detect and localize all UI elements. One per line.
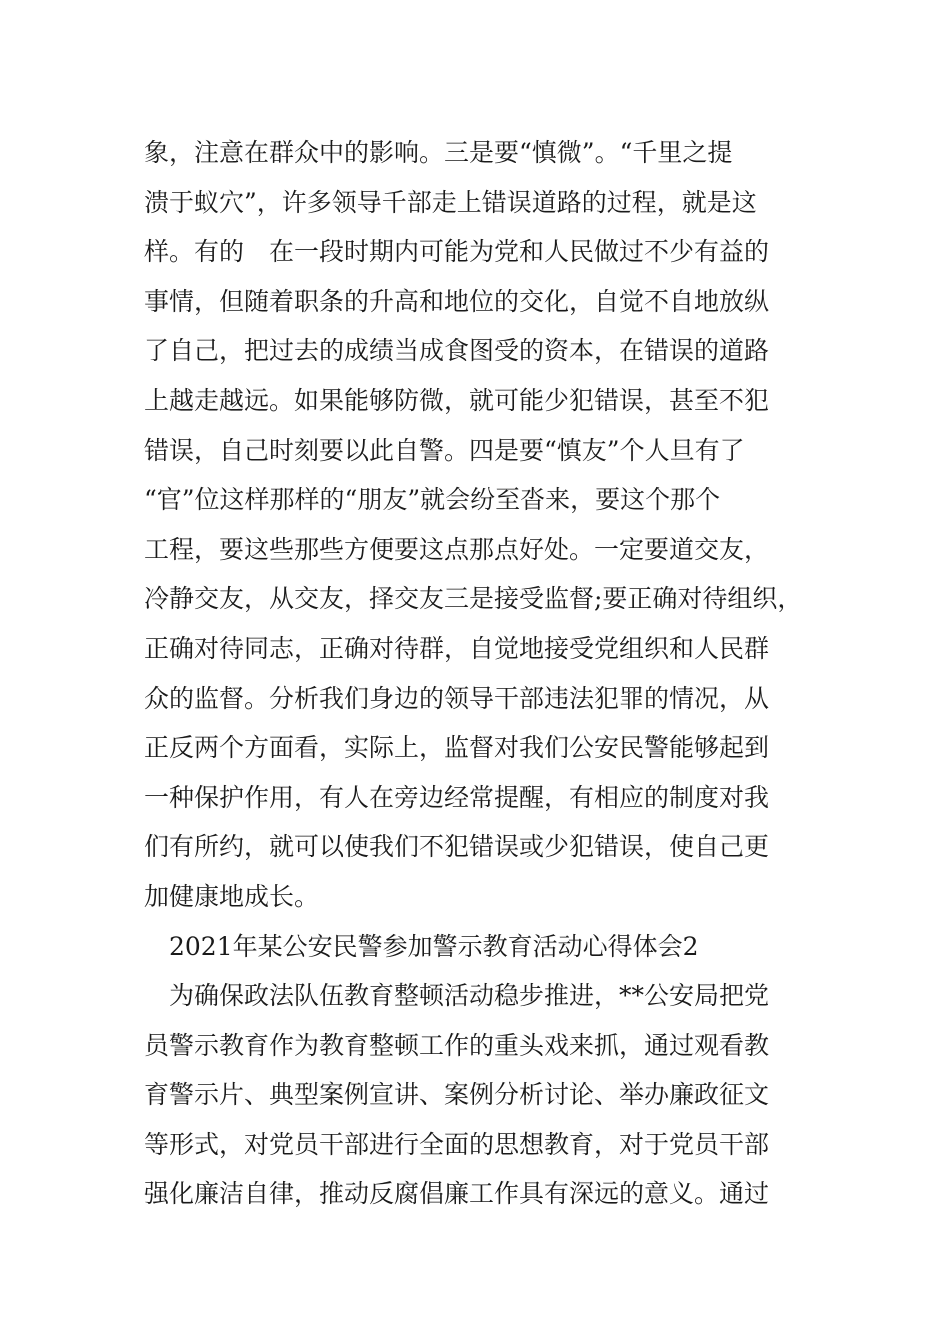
text-line: 们有所约，就可以使我们不犯错误或少犯错误，使自己更: [144, 832, 770, 862]
text-line: 众的监督。分析我们身边的领导干部违法犯罪的情况，从: [144, 683, 770, 713]
body-text: [144, 128, 824, 1219]
text-line: 象，注意在群众中的影响。三是要“慎微”。“千里之提: [144, 138, 733, 167]
text-line: 溃于蚁穴”，许多领导千部走上错误道路的过程，就是这: [144, 187, 757, 217]
text-line: 员警示教育作为教育整顿工作的重头戏来抓，通过观看教: [144, 1030, 770, 1060]
text-line: 强化廉洁自律，推动反腐倡廉工作具有深远的意义。通过: [144, 1179, 770, 1209]
section-heading: 2021年某公安民警参加警示教育活动心得体会2: [144, 931, 699, 961]
text-line: 为确保政法队伍教育整顿活动稳步推进，**公安局把党: [144, 981, 770, 1011]
text-line: 工程，要这些那些方便要这点那点好处。一定要道交友，: [144, 534, 770, 564]
text-line: 了自己，把过去的成绩当成食图受的资本，在错误的道路: [144, 336, 770, 366]
text-line: “官”位这样那样的“朋友”就会纷至沓来，要这个那个: [144, 485, 721, 515]
text-line: 一种保护作用，有人在旁边经常提醒，有相应的制度对我: [144, 782, 770, 812]
text-line: 正反两个方面看，实际上，监督对我们公安民警能够起到: [144, 733, 770, 763]
text-line: 样。有的 在一段时期内可能为党和人民做过不少有益的: [144, 237, 770, 267]
text-line: 正确对待同志，正确对待群，自觉地接受党组织和人民群: [144, 633, 770, 663]
text-line: 上越走越远。如果能够防微，就可能少犯错误，甚至不犯: [144, 385, 770, 415]
text-line: 加健康地成长。: [144, 881, 320, 911]
text-line: 错误，自己时刻要以此自警。四是要“慎友”个人旦有了: [144, 435, 745, 465]
text-line: 等形式，对党员干部进行全面的思想教育，对于党员干部: [144, 1129, 770, 1159]
text-line: 事情，但随着职条的升高和地位的交化，自觉不自地放纵: [144, 286, 770, 316]
text-line: 育警示片、典型案例宣讲、案例分析讨论、举办廉政征文: [144, 1080, 770, 1110]
text-line: 冷静交友，从交友，择交友三是接受监督;要正确对待组织，: [144, 584, 803, 614]
